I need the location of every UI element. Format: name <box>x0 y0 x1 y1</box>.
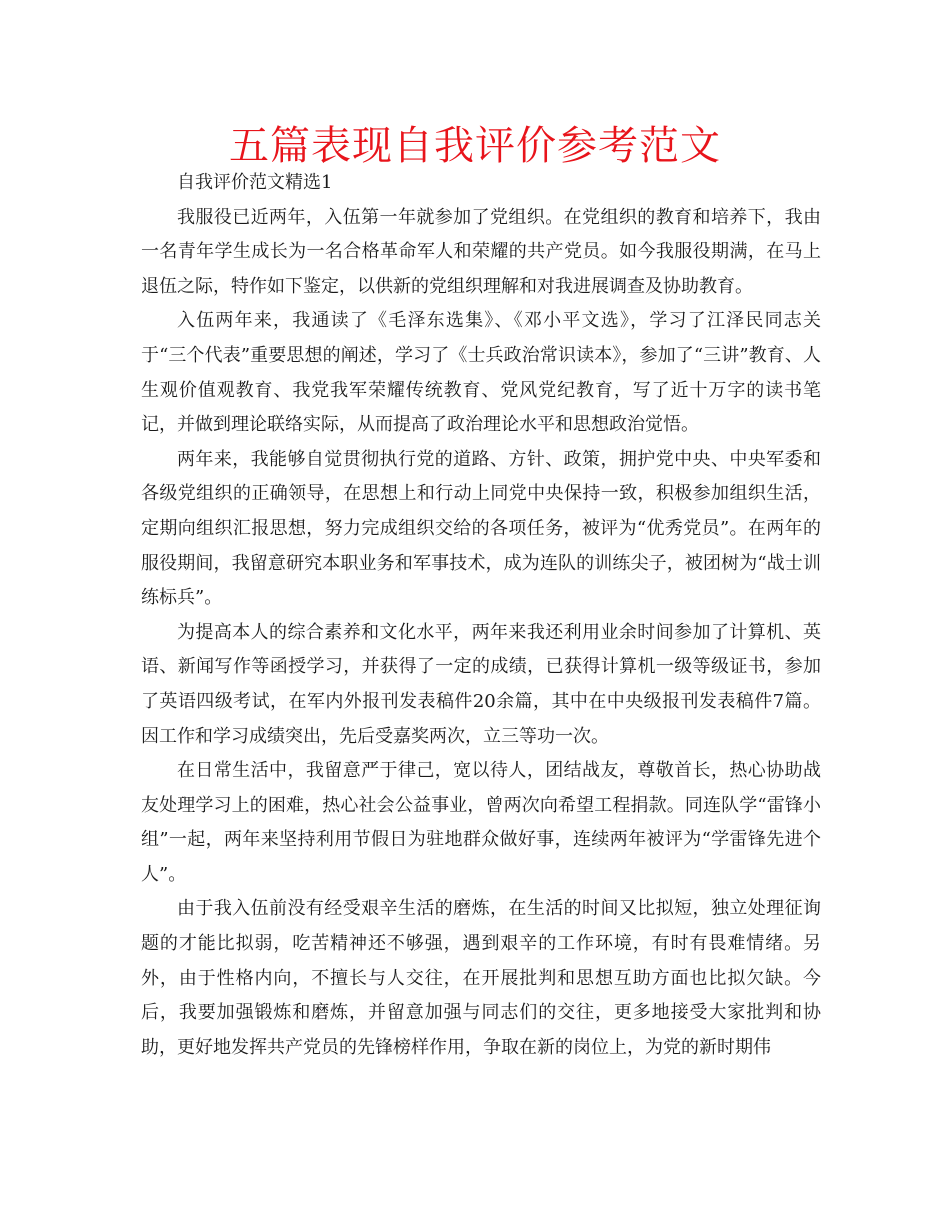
paragraph-4: 为提高本人的综合素养和文化水平，两年来我还利用业余时间参加了计算机、英语、新闻写作等函授学习，并获得了一定的成绩，已获得计算机一级等级证书，参加了英语四级考试，在军内外报刊发表稿件20余篇，其中在中央级报刊发表稿件7篇。因工作和学习成绩突出，先后受嘉奖两次，立三等功一次。 <box>141 621 821 747</box>
paragraph-6: 由于我入伍前没有经受艰辛生活的磨炼，在生活的时间又比拟短，独立处理征询题的才能比拟弱，吃苦精神还不够强，遇到艰辛的工作环境，有时有畏难情绪。另外，由于性格内向，不擅长与人交往，在开展批判和思想互助方面也比拟欠缺。今后，我要加强锻炼和磨炼，并留意加强与同志们的交往，更多地接受大家批判和协助，更好地发挥共产党员的先锋榜样作用，争取在新的岗位上，为党的新时期伟 <box>141 898 821 1058</box>
paragraph-5: 在日常生活中，我留意严于律己，宽以待人，团结战友，尊敬首长，热心协助战友处理学习上的困难，热心社会公益事业，曾两次向希望工程捐款。同连队学“雷锋小组”一起，两年来坚持利用节假日为驻地群众做好事，连续两年被评为“学雷锋先进个人”。 <box>141 760 821 885</box>
paragraph-3: 两年来，我能够自觉贯彻执行党的道路、方针、政策，拥护党中央、中央军委和各级党组织的正确领导，在思想上和行动上同党中央保持一致，积极参加组织生活，定期向组织汇报思想，努力完成组织交给的各项任务，被评为“优秀党员”。在两年的服役期间，我留意研究本职业务和军事技术，成为连队的训练尖子，被团树为“战士训练标兵”。 <box>141 448 821 609</box>
paragraph-1: 我服役已近两年，入伍第一年就参加了党组织。在党组织的教育和培养下，我由一名青年学生成长为一名合格革命军人和荣耀的共产党员。如今我服役期满，在马上退伍之际，特作如下鉴定，以供新的党组织理解和对我进展调查及协助教育。 <box>141 206 821 297</box>
document-body <box>141 166 821 1065</box>
section-heading: 自我评价范文精选1 <box>177 172 333 193</box>
paragraph-2: 入伍两年来，我通读了《毛泽东选集》、《邓小平文选》，学习了江泽民同志关于“三个代表”重要思想的阐述，学习了《士兵政治常识读本》，参加了“三讲”教育、人生观价值观教育、我党我军荣耀传统教育、党风党纪教育，写了近十万字的读书笔记，并做到理论联络实际，从而提高了政治理论水平和思想政治觉悟。 <box>141 310 821 436</box>
document-title: 五篇表现自我评价参考范文 <box>229 123 721 169</box>
